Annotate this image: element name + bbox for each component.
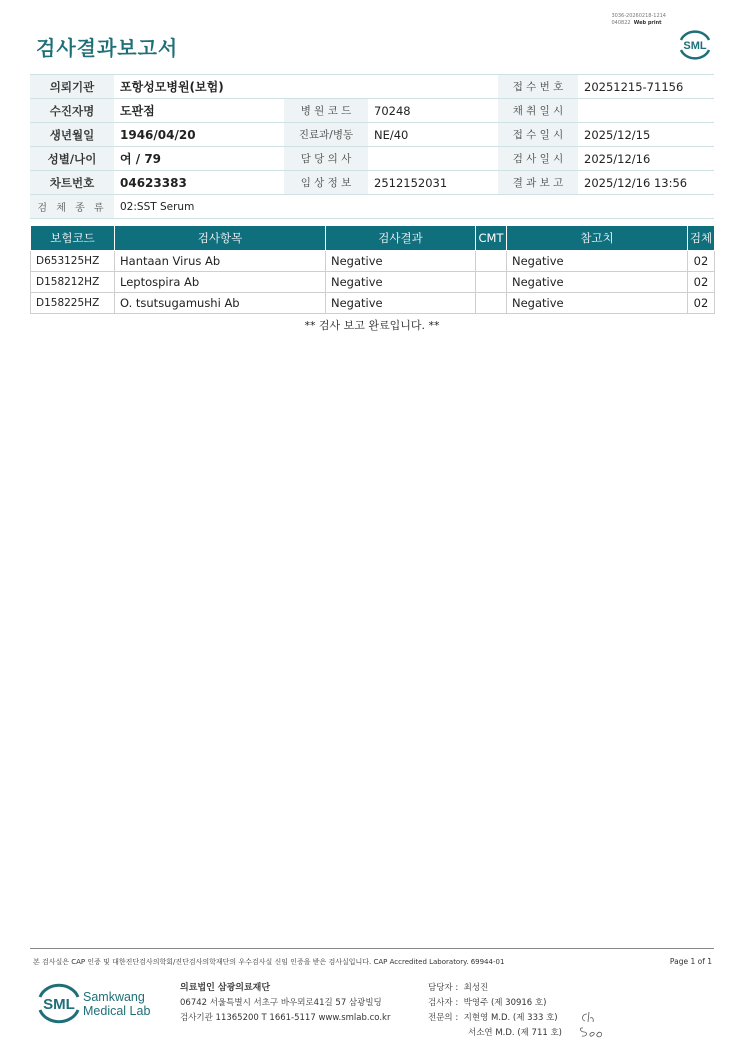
page-number: Page 1 of 1 xyxy=(669,957,712,966)
receipt-no-label: 접 수 번 호 xyxy=(498,75,578,99)
cell-specimen: 02 xyxy=(688,251,715,272)
info-row xyxy=(30,75,714,99)
cell-item: O. tsutsugamushi Ab xyxy=(115,293,326,314)
tester-label: 검사자 : xyxy=(428,998,459,1008)
results-table xyxy=(30,225,715,314)
test-date-label: 검 사 일 시 xyxy=(498,147,578,171)
org-contact: 검사기관 11365200 T 1661-5117 www.smlab.co.kr xyxy=(180,1013,391,1023)
certification-note: 본 검사실은 CAP 인증 및 대한진단검사의학회/진단검사의학재단의 우수검사실 신임 인증을 받은 검사실입니다. CAP Accredited Laboratory. 69944-01 xyxy=(33,958,505,966)
table-row xyxy=(31,272,715,293)
col-header-ref: 참고치 xyxy=(507,226,688,251)
receipt-date-value: 2025/12/15 xyxy=(578,123,714,147)
chart-value: 04623383 xyxy=(114,171,284,195)
cell-item: Hantaan Virus Ab xyxy=(115,251,326,272)
cell-result: Negative xyxy=(326,293,476,314)
cell-result: Negative xyxy=(326,272,476,293)
info-row xyxy=(30,195,714,219)
sexage-label: 성별/나이 xyxy=(30,147,114,171)
cell-code: D158212HZ xyxy=(31,272,115,293)
cell-cmt xyxy=(476,251,507,272)
specimen-label: 검 체 종 류 xyxy=(30,195,114,219)
completion-message: ** 검사 보고 완료입니다. ** xyxy=(304,319,440,332)
requester-value: 포항성모병원(보험) xyxy=(114,75,498,99)
sml-logo-text: SML xyxy=(683,40,707,52)
col-header-result: 검사결과 xyxy=(326,226,476,251)
samkwang-logo-icon xyxy=(37,980,157,1026)
chart-label: 차트번호 xyxy=(30,171,114,195)
cell-code: D158225HZ xyxy=(31,293,115,314)
cell-item: Leptospira Ab xyxy=(115,272,326,293)
patient-info-table xyxy=(30,74,714,219)
footer-logo-name1: Samkwang xyxy=(83,990,145,1004)
col-header-cmt: CMT xyxy=(476,226,507,251)
page-title: 검사결과보고서 xyxy=(36,36,179,60)
dept-value: NE/40 xyxy=(368,123,498,147)
specialist-label: 전문의 : xyxy=(428,1013,459,1023)
staff-label: 담당자 : xyxy=(428,983,459,993)
specialist-value2: 서소연 M.D. (제 711 호) xyxy=(468,1028,563,1038)
footer-divider xyxy=(30,948,714,949)
info-row xyxy=(30,147,714,171)
dept-label: 진료과/병동 xyxy=(284,123,368,147)
footer-logo-name2: Medical Lab xyxy=(83,1004,151,1018)
print-id xyxy=(611,13,666,27)
report-date-label: 결 과 보 고 xyxy=(498,171,578,195)
cell-cmt xyxy=(476,272,507,293)
cell-ref: Negative xyxy=(507,272,688,293)
cell-specimen: 02 xyxy=(688,293,715,314)
table-row xyxy=(31,251,715,272)
specialist-value1: 지현영 M.D. (제 333 호) xyxy=(463,1013,558,1023)
sexage-value: 여 / 79 xyxy=(114,147,284,171)
hospital-code-label: 병 원 코 드 xyxy=(284,99,368,123)
test-date-value: 2025/12/16 xyxy=(578,147,714,171)
staff-info xyxy=(428,981,562,1041)
info-row xyxy=(30,171,714,195)
print-type: Web print xyxy=(633,20,662,26)
results-header-row xyxy=(31,226,715,251)
birth-label: 생년월일 xyxy=(30,123,114,147)
staff-value: 최성진 xyxy=(463,983,489,993)
specimen-value: 02:SST Serum xyxy=(114,195,714,219)
cell-result: Negative xyxy=(326,251,476,272)
info-row xyxy=(30,123,714,147)
col-header-code: 보험코드 xyxy=(31,226,115,251)
hospital-code-value: 70248 xyxy=(368,99,498,123)
cell-ref: Negative xyxy=(507,251,688,272)
collect-date-label: 채 취 일 시 xyxy=(498,99,578,123)
clinical-value: 2512152031 xyxy=(368,171,498,195)
org-name: 의료법인 삼광의료재단 xyxy=(180,983,271,993)
print-id-line1: 3036-20260218-1214 xyxy=(611,13,666,19)
collect-date-value xyxy=(578,99,714,123)
info-row xyxy=(30,99,714,123)
tester-value: 박영주 (제 30916 호) xyxy=(463,998,547,1008)
receipt-date-label: 접 수 일 시 xyxy=(498,123,578,147)
report-date-value: 2025/12/16 13:56 xyxy=(578,171,714,195)
col-header-specimen: 검체 xyxy=(688,226,715,251)
receipt-no-value: 20251215-71156 xyxy=(578,75,714,99)
print-id-line2: 040822 xyxy=(611,20,631,26)
col-header-item: 검사항목 xyxy=(115,226,326,251)
cell-ref: Negative xyxy=(507,293,688,314)
requester-label: 의뢰기관 xyxy=(30,75,114,99)
footer-logo-text: SML xyxy=(43,996,75,1013)
org-info xyxy=(180,981,390,1026)
patient-label: 수진자명 xyxy=(30,99,114,123)
sml-logo-icon xyxy=(676,26,714,62)
org-address: 06742 서울특별시 서초구 바우뫼로41길 57 삼광빌딩 xyxy=(180,998,382,1008)
signature-icon xyxy=(577,1010,613,1040)
birth-value: 1946/04/20 xyxy=(114,123,284,147)
cell-cmt xyxy=(476,293,507,314)
patient-value: 도판점 xyxy=(114,99,284,123)
cell-specimen: 02 xyxy=(688,272,715,293)
doctor-label: 담 당 의 사 xyxy=(284,147,368,171)
table-row xyxy=(31,293,715,314)
doctor-value xyxy=(368,147,498,171)
cell-code: D653125HZ xyxy=(31,251,115,272)
clinical-label: 임 상 정 보 xyxy=(284,171,368,195)
